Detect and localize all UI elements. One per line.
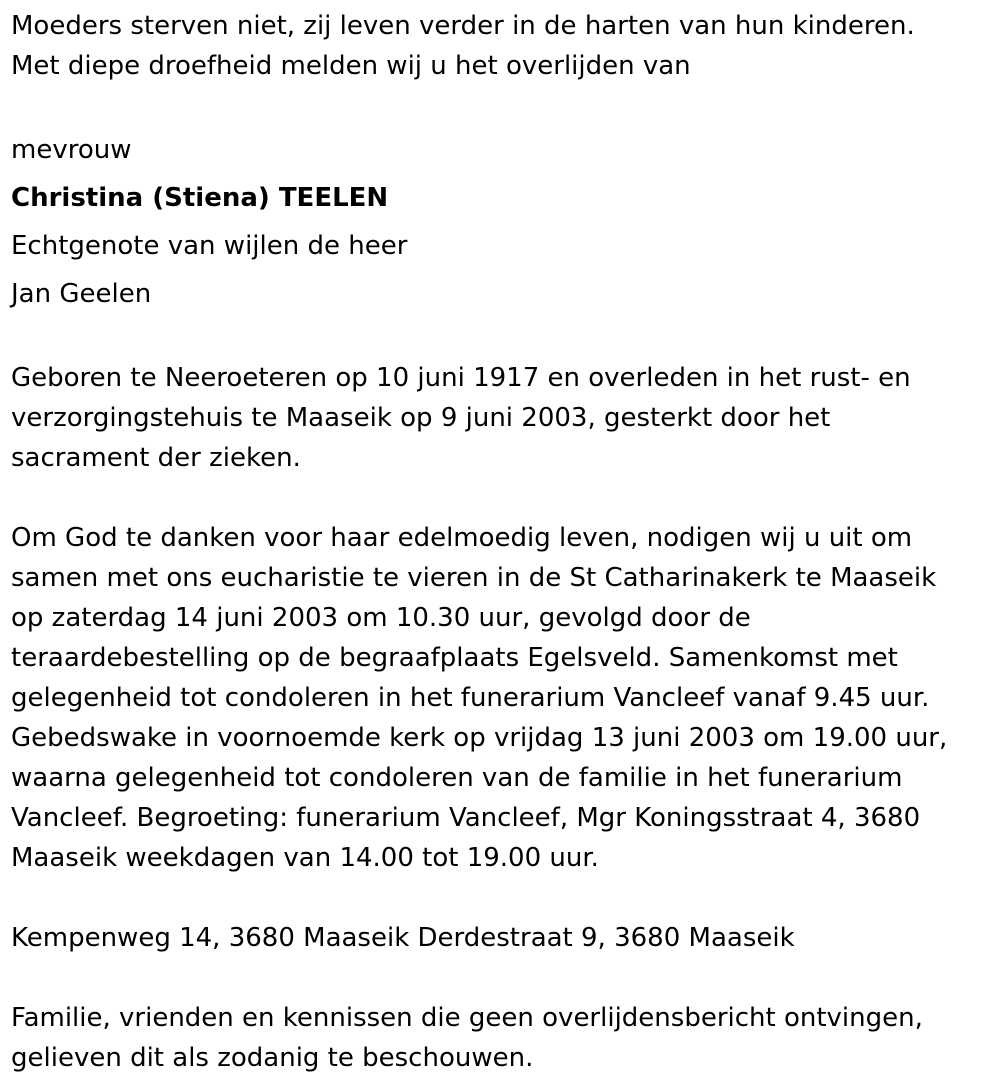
service-line: Maaseik weekdagen van 14.00 tot 19.00 uur. <box>11 843 599 873</box>
birth-death-line: verzorgingstehuis te Maaseik op 9 juni 2003, gesterkt door het <box>11 403 831 433</box>
intro-line: Met diepe droefheid melden wij u het overlijden van <box>11 51 691 81</box>
spacer <box>11 318 991 358</box>
addresses-line: Kempenweg 14, 3680 Maaseik Derdestraat 9, 3680 Maaseik <box>11 923 795 953</box>
addresses-paragraph <box>11 918 991 958</box>
spacer <box>11 878 991 918</box>
closing-line: gelieven dit als zodanig te beschouwen. <box>11 1043 534 1073</box>
service-line: teraardebestelling op de begraafplaats Egelsveld. Samenkomst met <box>11 643 898 673</box>
spacer <box>11 86 991 126</box>
deceased-relation: Echtgenote van wijlen de heer <box>11 231 408 261</box>
intro-line: Moeders sterven niet, zij leven verder in de harten van hun kinderen. <box>11 11 915 41</box>
deceased-spouse: Jan Geelen <box>11 279 152 309</box>
intro-paragraph <box>11 6 991 86</box>
spacer <box>11 478 991 518</box>
deceased-block <box>11 126 991 318</box>
service-line: samen met ons eucharistie te vieren in de St Catharinakerk te Maaseik <box>11 563 937 593</box>
birth-death-line: Geboren te Neeroeteren op 10 juni 1917 en overleden in het rust- en <box>11 363 911 393</box>
service-line: Vancleef. Begroeting: funerarium Vancleef, Mgr Koningsstraat 4, 3680 <box>11 803 921 833</box>
closing-line: Familie, vrienden en kennissen die geen overlijdensbericht ontvingen, <box>11 1003 923 1033</box>
service-paragraph <box>11 518 991 878</box>
obituary-document <box>11 6 991 1078</box>
birth-death-line: sacrament der zieken. <box>11 443 301 473</box>
service-line: op zaterdag 14 juni 2003 om 10.30 uur, gevolgd door de <box>11 603 751 633</box>
deceased-title: mevrouw <box>11 135 132 165</box>
service-line: Om God te danken voor haar edelmoedig leven, nodigen wij u uit om <box>11 523 913 553</box>
service-line: Gebedswake in voornoemde kerk op vrijdag 13 juni 2003 om 19.00 uur, <box>11 723 948 753</box>
deceased-name: Christina (Stiena) TEELEN <box>11 183 389 213</box>
closing-paragraph <box>11 998 991 1078</box>
service-line: waarna gelegenheid tot condoleren van de familie in het funerarium <box>11 763 903 793</box>
birth-death-paragraph <box>11 358 991 478</box>
spacer <box>11 958 991 998</box>
service-line: gelegenheid tot condoleren in het funerarium Vancleef vanaf 9.45 uur. <box>11 683 930 713</box>
